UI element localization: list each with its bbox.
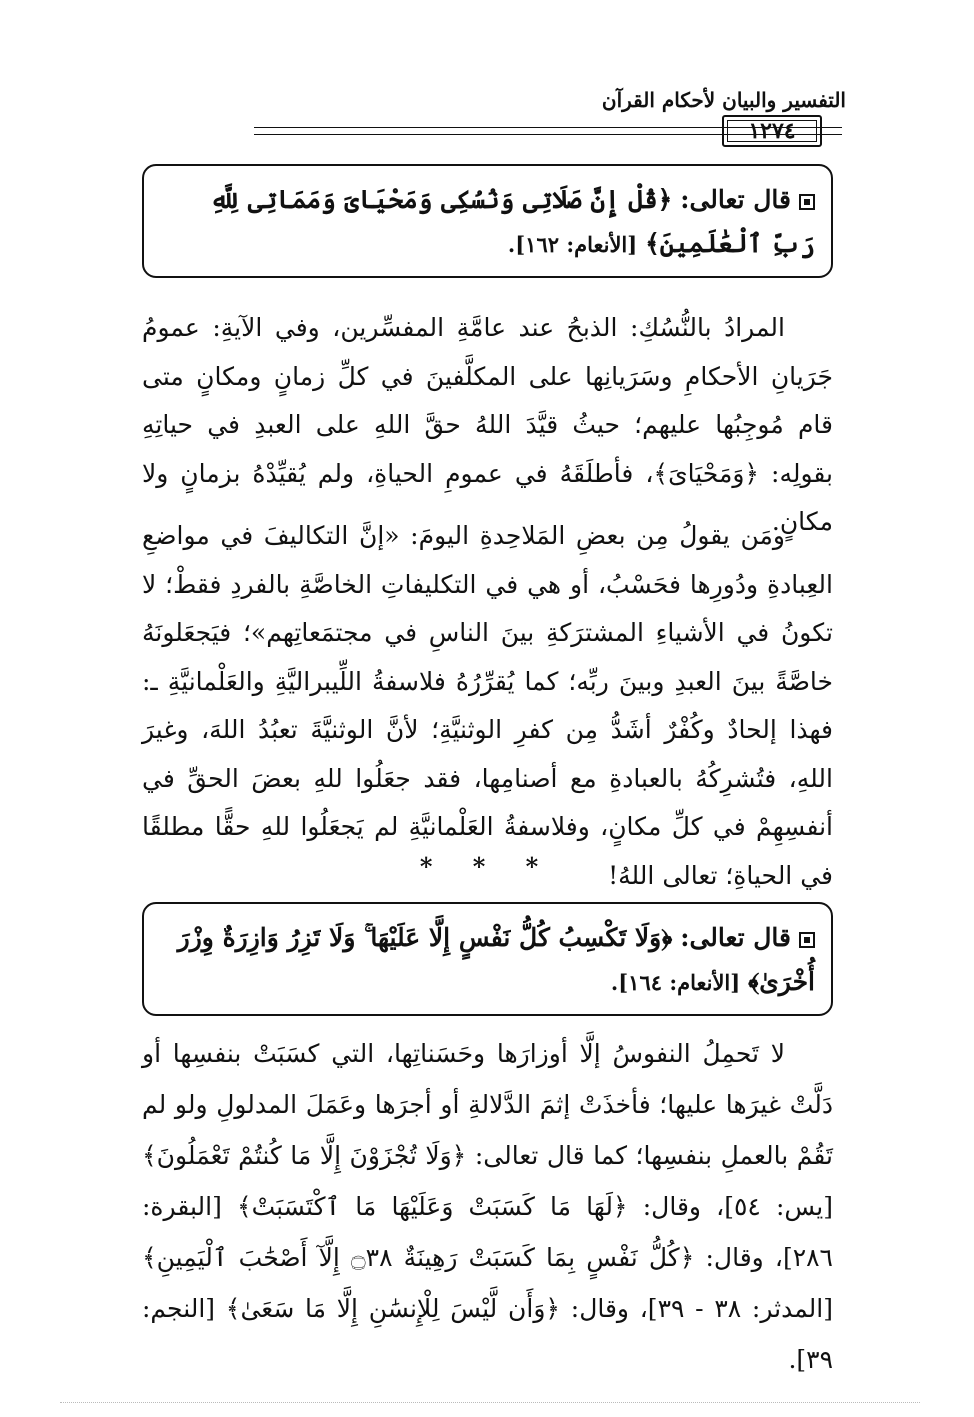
verse-box-anam-164 xyxy=(142,902,833,1016)
commentary-paragraph-1: المرادُ بالنُّسُكِ: الذبحُ عند عامَّةِ المفسِّرين، وفي الآيةِ: عمومُ جَرَيانِ الأحكامِ وسَرَيانِها على المكلَّفينَ في كلِّ زمانٍ ومكانٍ متى قام مُوجِبُها عليهم؛ حيثُ قيَّدَ اللهُ حقَّ اللهِ على العبدِ في حياتِهِ بقولِه: ﴿وَمَحْيَاىَ﴾، فأطلَقَهُ في عمومِ الحياةِ، ولم يُقيِّدْهُ بزمانٍ ولا مكانٍ. xyxy=(142,313,833,536)
verse-intro: قال تعالى: xyxy=(680,185,791,214)
page-number: ١٢٧٤ xyxy=(722,115,822,147)
quran-verse-text: ﴿قُلْ إِنَّ صَلَاتِى وَنُسُكِى وَمَحْيَاىَ وَمَمَاتِى لِلَّهِ رَبِّ ٱلْعَٰلَمِينَ﴾ xyxy=(209,185,815,258)
commentary-paragraph-3: لا تَحمِلُ النفوسُ إلَّا أوزارَها وحَسَناتِها، التي كسَبَتْ بنفسِها أو دَلَّتْ غيرَها عليها؛ فأخذَتْ إثمَ الدَّلالةِ أو أجرَها وعَمَلَ المدلولِ ولو لم تَقُمْ بالعملِ بنفسِها؛ كما قال تعالى: ﴿وَلَا تُجْزَوْنَ إِلَّا مَا كُنتُمْ تَعْمَلُونَ﴾ [يس: ٥٤]، وقال: ﴿لَهَا مَا كَسَبَتْ وَعَلَيْهَا مَا ٱكْتَسَبَتْ﴾ [البقرة: ٢٨٦]، وقال: ﴿كُلُّ نَفْسٍ بِمَا كَسَبَتْ رَهِينَةٌ ۝٣٨ إِلَّآ أَصْحَٰبَ ٱلْيَمِينِ﴾ [المدثر: ٣٨ - ٣٩]، وقال: ﴿وَأَن لَّيْسَ لِلْإِنسَٰنِ إِلَّا مَا سَعَىٰ﴾ [النجم: ٣٩]. xyxy=(142,1039,834,1374)
verse-box-anam-162 xyxy=(142,164,833,278)
page-number-wing xyxy=(822,127,842,128)
verse-intro: قال تعالى: xyxy=(680,923,791,952)
section-separator: * * * xyxy=(419,852,555,881)
verse-ornament-icon xyxy=(799,194,815,210)
scan-edge-dots xyxy=(60,1402,920,1403)
verse-reference: [الأنعام: ١٦٤]. xyxy=(610,970,741,995)
commentary-paragraph-2: ومَن يقولُ مِن بعضِ المَلاحِدةِ اليومَ: «إنَّ التكاليفَ في مواضعِ العِبادةِ ودُورِها فحَسْبُ، أو هي في التكليفاتِ الخاصَّةِ بالفردِ فقطْ؛ لا تكونُ في الأشياءِ المشترَكةِ بينَ الناسِ في مجتمَعاتِهم»؛ فيَجعَلونَهُ خاصَّةً بينَ العبدِ وبينَ ربِّه؛ كما يُقرِّرُهُ فلاسفةُ اللِّيبراليَّةِ والعَلْمانيَّةِ ـ: فهذا إلحادٌ وكُفْرٌ أشَدُّ مِن كفرِ الوثنيَّةِ؛ لأنَّ الوثنيَّةَ تعبُدُ اللهَ، وغيرَ اللهِ، فتُشرِكُهُ بالعبادةِ مع أصنامِها، فقد جعَلُوا للهِ بعضَ الحقِّ في أنفسِهِمْ في كلِّ مكانٍ، وفلاسفةُ العَلْمانيَّةِ لم يَجعَلُوا للهِ حقًّا مطلقًا في الحياةِ؛ تعالى اللهُ! xyxy=(142,521,833,890)
running-header-title: التفسير والبيان لأحكام القرآن xyxy=(601,88,846,112)
verse-reference: [الأنعام: ١٦٢]. xyxy=(507,232,638,257)
verse-ornament-icon xyxy=(799,932,815,948)
page-number-wing xyxy=(822,134,842,135)
quran-verse-text: ﴿وَلَا تَكْسِبُ كُلُّ نَفْسٍ إِلَّا عَلَيْهَا ۚ وَلَا تَزِرُ وَازِرَةٌ وِزْرَ أُخْرَىٰ﴾ xyxy=(177,923,815,996)
